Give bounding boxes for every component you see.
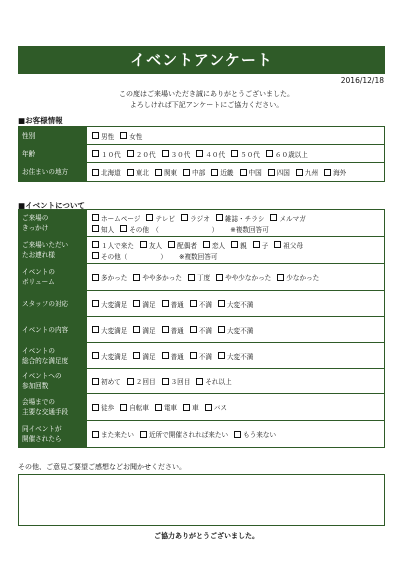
checkbox-label: 大変満足 bbox=[101, 326, 128, 335]
checkbox-label: ３回目 bbox=[170, 378, 191, 386]
checkbox-option[interactable] bbox=[162, 299, 184, 309]
checkbox-icon[interactable] bbox=[133, 352, 140, 359]
row-options bbox=[87, 291, 385, 317]
survey-row bbox=[19, 317, 385, 343]
checkbox-label: 大変満足 bbox=[101, 352, 128, 361]
checkbox-option[interactable] bbox=[181, 213, 210, 223]
checkbox-option[interactable] bbox=[324, 167, 346, 177]
checkbox-label: 普通 bbox=[170, 326, 184, 335]
checkbox-option[interactable] bbox=[266, 149, 308, 159]
checkbox-icon[interactable] bbox=[196, 150, 203, 157]
checkbox-option[interactable] bbox=[92, 272, 127, 282]
checkbox-label: その他 （ ） bbox=[129, 225, 219, 234]
checkbox-option[interactable] bbox=[127, 149, 156, 159]
checkbox-icon[interactable] bbox=[146, 214, 153, 221]
row-label-line: 参加回数 bbox=[22, 382, 49, 390]
checkbox-icon[interactable] bbox=[216, 274, 223, 281]
checkbox-label: 満足 bbox=[142, 352, 156, 361]
row-options bbox=[87, 394, 385, 421]
row-label-line: 会場までの bbox=[22, 398, 55, 406]
checkbox-label: 電車 bbox=[163, 404, 178, 412]
checkbox-option[interactable] bbox=[146, 213, 175, 223]
row-label-line: 総合的な満足度 bbox=[22, 356, 69, 365]
checkbox-label: 車 bbox=[192, 404, 199, 412]
checkbox-icon[interactable] bbox=[190, 352, 197, 359]
survey-row bbox=[19, 145, 385, 163]
checkbox-label: 徒歩 bbox=[101, 404, 115, 412]
survey-row bbox=[19, 369, 385, 394]
option-line bbox=[92, 402, 384, 413]
checkbox-label: テレビ bbox=[155, 214, 176, 223]
checkbox-option[interactable] bbox=[218, 299, 253, 309]
checkbox-icon[interactable] bbox=[155, 404, 162, 411]
row-options bbox=[87, 369, 385, 394]
checkbox-label: 大変不満 bbox=[226, 352, 254, 361]
checkbox-label: 子 bbox=[261, 241, 269, 250]
checkbox-option[interactable] bbox=[162, 376, 191, 386]
greeting-line-1: この度はご来場いただき誠にありがとうございました。 bbox=[119, 90, 294, 98]
row-label bbox=[19, 421, 87, 448]
row-label bbox=[19, 343, 87, 369]
row-options bbox=[87, 127, 385, 145]
checkbox-label: もう来ない bbox=[243, 431, 277, 439]
checkbox-option[interactable] bbox=[218, 325, 253, 335]
checkbox-option[interactable] bbox=[231, 240, 247, 250]
option-line bbox=[92, 130, 384, 141]
row-label bbox=[19, 291, 87, 317]
option-line bbox=[92, 223, 384, 234]
multiple-answer-note: ※複数回答可 bbox=[230, 225, 269, 234]
row-options bbox=[87, 317, 385, 343]
checkbox-icon[interactable] bbox=[120, 225, 127, 232]
checkbox-option[interactable] bbox=[92, 149, 121, 159]
row-label-line: 性別 bbox=[22, 131, 36, 140]
checkbox-label: ６０歳以上 bbox=[274, 150, 308, 159]
row-label-line: 年齢 bbox=[22, 149, 36, 158]
checkbox-option[interactable] bbox=[268, 167, 290, 177]
checkbox-label: １人で来た bbox=[101, 241, 134, 250]
row-label-line: ボリューム bbox=[22, 278, 55, 286]
checkbox-option[interactable] bbox=[92, 402, 114, 412]
checkbox-label: 満足 bbox=[142, 326, 156, 335]
survey-row bbox=[19, 291, 385, 317]
checkbox-option[interactable] bbox=[190, 299, 212, 309]
event-section-heading: ■イベントについて bbox=[18, 201, 85, 210]
checkbox-label: 少なかった bbox=[286, 274, 320, 282]
checkbox-label: 海外 bbox=[333, 169, 347, 177]
option-line bbox=[92, 350, 384, 361]
checkbox-label: 大変満足 bbox=[101, 300, 128, 309]
checkbox-option[interactable] bbox=[168, 240, 197, 250]
checkbox-option[interactable] bbox=[218, 351, 253, 361]
checkbox-option[interactable] bbox=[190, 325, 212, 335]
option-line bbox=[92, 250, 384, 261]
checkbox-icon[interactable] bbox=[162, 326, 169, 333]
row-options bbox=[87, 421, 385, 448]
checkbox-option[interactable] bbox=[253, 240, 269, 250]
checkbox-option[interactable] bbox=[92, 167, 121, 177]
checkbox-label: やや少なかった bbox=[225, 274, 272, 282]
checkbox-icon[interactable] bbox=[234, 431, 241, 438]
checkbox-label: 多かった bbox=[101, 274, 128, 282]
checkbox-icon[interactable] bbox=[127, 378, 134, 385]
checkbox-icon[interactable] bbox=[196, 378, 203, 385]
checkbox-label: 不満 bbox=[198, 326, 212, 335]
checkbox-option[interactable] bbox=[92, 240, 134, 250]
checkbox-icon[interactable] bbox=[240, 169, 247, 176]
row-options bbox=[87, 264, 385, 291]
checkbox-label: 友人 bbox=[148, 241, 163, 250]
row-label-line: 同イベントが bbox=[22, 425, 62, 433]
checkbox-option[interactable] bbox=[92, 299, 127, 309]
checkbox-option[interactable] bbox=[277, 272, 319, 282]
checkbox-option[interactable] bbox=[133, 351, 155, 361]
checkbox-icon[interactable] bbox=[92, 431, 99, 438]
checkbox-icon[interactable] bbox=[190, 326, 197, 333]
row-label-line: ご来場いただい bbox=[22, 241, 69, 249]
checkbox-option[interactable] bbox=[127, 376, 156, 386]
checkbox-icon[interactable] bbox=[231, 241, 238, 248]
checkbox-icon[interactable] bbox=[155, 169, 162, 176]
checkbox-label: ２回目 bbox=[135, 378, 156, 386]
checkbox-label: 祖父母 bbox=[283, 241, 304, 250]
checkbox-option[interactable] bbox=[92, 429, 134, 439]
checkbox-option[interactable] bbox=[270, 213, 305, 223]
checkbox-icon[interactable] bbox=[92, 274, 99, 281]
checkbox-label: 不満 bbox=[198, 352, 212, 361]
checkbox-label: 自転車 bbox=[129, 404, 149, 412]
checkbox-icon[interactable] bbox=[183, 404, 190, 411]
checkbox-icon[interactable] bbox=[162, 378, 169, 385]
option-line bbox=[92, 272, 384, 283]
checkbox-label: その他（ ） bbox=[101, 252, 167, 261]
row-label-line: 開催されたら bbox=[22, 435, 62, 443]
checkbox-label: 中部 bbox=[192, 169, 206, 177]
checkbox-label: ラジオ bbox=[190, 214, 210, 223]
survey-row bbox=[19, 210, 385, 237]
option-line bbox=[92, 212, 384, 223]
checkbox-icon[interactable] bbox=[92, 300, 99, 307]
checkbox-option[interactable] bbox=[155, 402, 177, 412]
row-label-line: スタッフの対応 bbox=[22, 299, 69, 308]
row-options bbox=[87, 237, 385, 264]
checkbox-option[interactable] bbox=[231, 149, 260, 159]
checkbox-option[interactable] bbox=[162, 351, 184, 361]
row-options bbox=[87, 210, 385, 237]
checkbox-option[interactable] bbox=[216, 213, 265, 223]
checkbox-icon[interactable] bbox=[168, 241, 175, 248]
survey-row bbox=[19, 421, 385, 448]
checkbox-label: 普通 bbox=[170, 300, 184, 309]
option-line bbox=[92, 324, 384, 335]
checkbox-option[interactable] bbox=[133, 272, 182, 282]
checkbox-label: ４０代 bbox=[205, 150, 226, 159]
checkbox-label: 東北 bbox=[135, 169, 149, 177]
checkbox-icon[interactable] bbox=[92, 132, 99, 139]
checkbox-option[interactable] bbox=[162, 149, 191, 159]
checkbox-label: ３０代 bbox=[170, 150, 191, 159]
checkbox-icon[interactable] bbox=[92, 214, 99, 221]
checkbox-option[interactable] bbox=[183, 167, 205, 177]
row-label-line: お住まいの地方 bbox=[22, 168, 69, 176]
checkbox-icon[interactable] bbox=[140, 431, 147, 438]
row-label-line: たお連れ様 bbox=[22, 251, 55, 259]
checkbox-label: 知人 bbox=[101, 225, 115, 234]
checkbox-label: 近所で開催されれば来たい bbox=[148, 431, 229, 439]
checkbox-label: 配偶者 bbox=[177, 241, 197, 250]
checkbox-option[interactable] bbox=[133, 325, 155, 335]
checkbox-icon[interactable] bbox=[270, 214, 277, 221]
survey-row bbox=[19, 264, 385, 291]
checkbox-label: 中国 bbox=[248, 169, 262, 177]
checkbox-icon[interactable] bbox=[266, 150, 273, 157]
checkbox-icon[interactable] bbox=[218, 352, 225, 359]
row-label-line: イベントの bbox=[22, 268, 55, 276]
checkbox-icon[interactable] bbox=[188, 274, 195, 281]
survey-row bbox=[19, 237, 385, 264]
event-survey-table bbox=[18, 209, 385, 448]
checkbox-icon[interactable] bbox=[92, 225, 99, 232]
checkbox-label: 九州 bbox=[304, 169, 319, 177]
checkbox-label: ２０代 bbox=[135, 150, 156, 159]
checkbox-option[interactable] bbox=[120, 402, 149, 412]
checkbox-option[interactable] bbox=[196, 376, 231, 386]
checkbox-label: １０代 bbox=[101, 150, 121, 159]
checkbox-option[interactable] bbox=[127, 167, 149, 177]
checkbox-icon[interactable] bbox=[183, 169, 190, 176]
checkbox-label: 女性 bbox=[129, 132, 143, 141]
checkbox-label: 近畿 bbox=[220, 169, 234, 177]
checkbox-label: バス bbox=[213, 404, 227, 412]
option-line bbox=[92, 167, 384, 178]
row-label bbox=[19, 163, 87, 182]
checkbox-icon[interactable] bbox=[133, 274, 140, 281]
checkbox-icon[interactable] bbox=[162, 300, 169, 307]
checkbox-label: 北海道 bbox=[101, 169, 121, 177]
survey-row bbox=[19, 343, 385, 369]
multiple-answer-note: ※複数回答可 bbox=[178, 252, 218, 261]
checkbox-icon[interactable] bbox=[120, 404, 127, 411]
free-comment-label: その他、ご意見ご要望ご感想などお聞かせください。 bbox=[18, 463, 186, 471]
checkbox-option[interactable] bbox=[133, 299, 155, 309]
row-label-line: きっかけ bbox=[22, 224, 49, 232]
checkbox-label: 関東 bbox=[163, 169, 178, 177]
checkbox-icon[interactable] bbox=[277, 274, 284, 281]
checkbox-label: 男性 bbox=[101, 132, 115, 141]
checkbox-option[interactable] bbox=[92, 224, 114, 234]
greeting-line-2: よろしければ下記アンケートにご協力ください。 bbox=[129, 101, 284, 109]
checkbox-label: 四国 bbox=[276, 169, 290, 177]
checkbox-option[interactable] bbox=[92, 213, 140, 223]
checkbox-icon[interactable] bbox=[211, 169, 218, 176]
checkbox-option[interactable] bbox=[155, 167, 177, 177]
checkbox-option[interactable] bbox=[92, 351, 127, 361]
checkbox-label: 満足 bbox=[142, 300, 156, 309]
free-comment-box[interactable] bbox=[18, 474, 385, 526]
checkbox-label: ５０代 bbox=[240, 150, 260, 159]
checkbox-icon[interactable] bbox=[216, 214, 223, 221]
checkbox-icon[interactable] bbox=[140, 241, 147, 248]
customer-info-table bbox=[18, 126, 385, 182]
row-label-line: イベントの内容 bbox=[22, 325, 69, 334]
checkbox-icon[interactable] bbox=[127, 150, 134, 157]
checkbox-label: 大変不満 bbox=[226, 326, 254, 335]
row-label bbox=[19, 210, 87, 237]
checkbox-option[interactable] bbox=[140, 240, 162, 250]
checkbox-option[interactable] bbox=[183, 402, 199, 412]
option-line bbox=[92, 376, 384, 387]
checkbox-icon[interactable] bbox=[205, 404, 212, 411]
checkbox-option[interactable] bbox=[274, 240, 303, 250]
checkbox-icon[interactable] bbox=[218, 300, 225, 307]
checkbox-option[interactable] bbox=[203, 240, 225, 250]
checkbox-label: 丁度 bbox=[196, 274, 211, 282]
checkbox-icon[interactable] bbox=[92, 252, 99, 259]
checkbox-icon[interactable] bbox=[133, 300, 140, 307]
checkbox-icon[interactable] bbox=[231, 150, 238, 157]
checkbox-icon[interactable] bbox=[190, 300, 197, 307]
row-label-line: イベントへの bbox=[22, 372, 62, 380]
row-label bbox=[19, 237, 87, 264]
checkbox-option[interactable] bbox=[188, 272, 210, 282]
option-line bbox=[92, 429, 384, 440]
checkbox-icon[interactable] bbox=[268, 169, 275, 176]
checkbox-label: 大変不満 bbox=[226, 300, 254, 309]
row-label-line: 主要な交通手段 bbox=[22, 408, 69, 416]
checkbox-icon[interactable] bbox=[120, 132, 127, 139]
survey-title: イベントアンケート bbox=[18, 46, 385, 74]
checkbox-option[interactable] bbox=[234, 429, 276, 439]
checkbox-option[interactable] bbox=[205, 402, 227, 412]
checkbox-label: また来たい bbox=[101, 431, 134, 439]
checkbox-option[interactable] bbox=[92, 376, 121, 386]
checkbox-option[interactable] bbox=[120, 224, 218, 234]
checkbox-label: 親 bbox=[240, 241, 247, 250]
checkbox-label: それ以上 bbox=[205, 378, 232, 386]
checkbox-icon[interactable] bbox=[133, 326, 140, 333]
checkbox-icon[interactable] bbox=[127, 169, 134, 176]
survey-date: 2016/12/18 bbox=[340, 76, 384, 85]
checkbox-icon[interactable] bbox=[162, 150, 169, 157]
row-label-line: ご来場の bbox=[22, 214, 49, 222]
checkbox-icon[interactable] bbox=[324, 169, 331, 176]
checkbox-option[interactable] bbox=[92, 325, 127, 335]
checkbox-label: ホームページ bbox=[101, 214, 141, 223]
checkbox-icon[interactable] bbox=[162, 352, 169, 359]
row-label bbox=[19, 145, 87, 163]
row-label bbox=[19, 369, 87, 394]
checkbox-label: 初めて bbox=[101, 378, 121, 386]
checkbox-icon[interactable] bbox=[181, 214, 188, 221]
checkbox-label: メルマガ bbox=[279, 214, 306, 223]
row-options bbox=[87, 163, 385, 182]
checkbox-icon[interactable] bbox=[274, 241, 281, 248]
survey-row bbox=[19, 163, 385, 182]
thanks-message: ご協力ありがとうございました。 bbox=[154, 532, 259, 540]
checkbox-option[interactable] bbox=[196, 149, 225, 159]
checkbox-option[interactable] bbox=[211, 167, 233, 177]
checkbox-option[interactable] bbox=[162, 325, 184, 335]
checkbox-icon[interactable] bbox=[92, 404, 99, 411]
checkbox-option[interactable] bbox=[216, 272, 271, 282]
checkbox-icon[interactable] bbox=[92, 169, 99, 176]
customer-info-heading: ■お客様情報 bbox=[18, 116, 63, 125]
checkbox-option[interactable] bbox=[190, 351, 212, 361]
row-options bbox=[87, 145, 385, 163]
checkbox-icon[interactable] bbox=[92, 326, 99, 333]
checkbox-option[interactable] bbox=[140, 429, 228, 439]
checkbox-label: 恋人 bbox=[211, 241, 226, 250]
checkbox-label: 普通 bbox=[170, 352, 184, 361]
checkbox-icon[interactable] bbox=[203, 241, 210, 248]
row-label bbox=[19, 264, 87, 291]
checkbox-option[interactable] bbox=[92, 131, 114, 141]
checkbox-option[interactable] bbox=[92, 251, 167, 261]
checkbox-icon[interactable] bbox=[296, 169, 303, 176]
checkbox-icon[interactable] bbox=[92, 378, 99, 385]
option-line bbox=[92, 148, 384, 159]
checkbox-label: 雑誌・チラシ bbox=[224, 214, 265, 223]
row-label bbox=[19, 127, 87, 145]
checkbox-option[interactable] bbox=[240, 167, 262, 177]
survey-row bbox=[19, 394, 385, 421]
option-line bbox=[92, 239, 384, 250]
checkbox-icon[interactable] bbox=[92, 150, 99, 157]
checkbox-icon[interactable] bbox=[92, 241, 99, 248]
option-line bbox=[92, 298, 384, 309]
checkbox-label: 不満 bbox=[198, 300, 212, 309]
checkbox-icon[interactable] bbox=[253, 241, 260, 248]
row-label bbox=[19, 394, 87, 421]
row-label bbox=[19, 317, 87, 343]
checkbox-option[interactable] bbox=[120, 131, 142, 141]
checkbox-icon[interactable] bbox=[92, 352, 99, 359]
row-options bbox=[87, 343, 385, 369]
row-label-line: イベントの bbox=[22, 346, 55, 355]
checkbox-icon[interactable] bbox=[218, 326, 225, 333]
survey-row bbox=[19, 127, 385, 145]
checkbox-label: やや多かった bbox=[142, 274, 182, 282]
checkbox-option[interactable] bbox=[296, 167, 318, 177]
